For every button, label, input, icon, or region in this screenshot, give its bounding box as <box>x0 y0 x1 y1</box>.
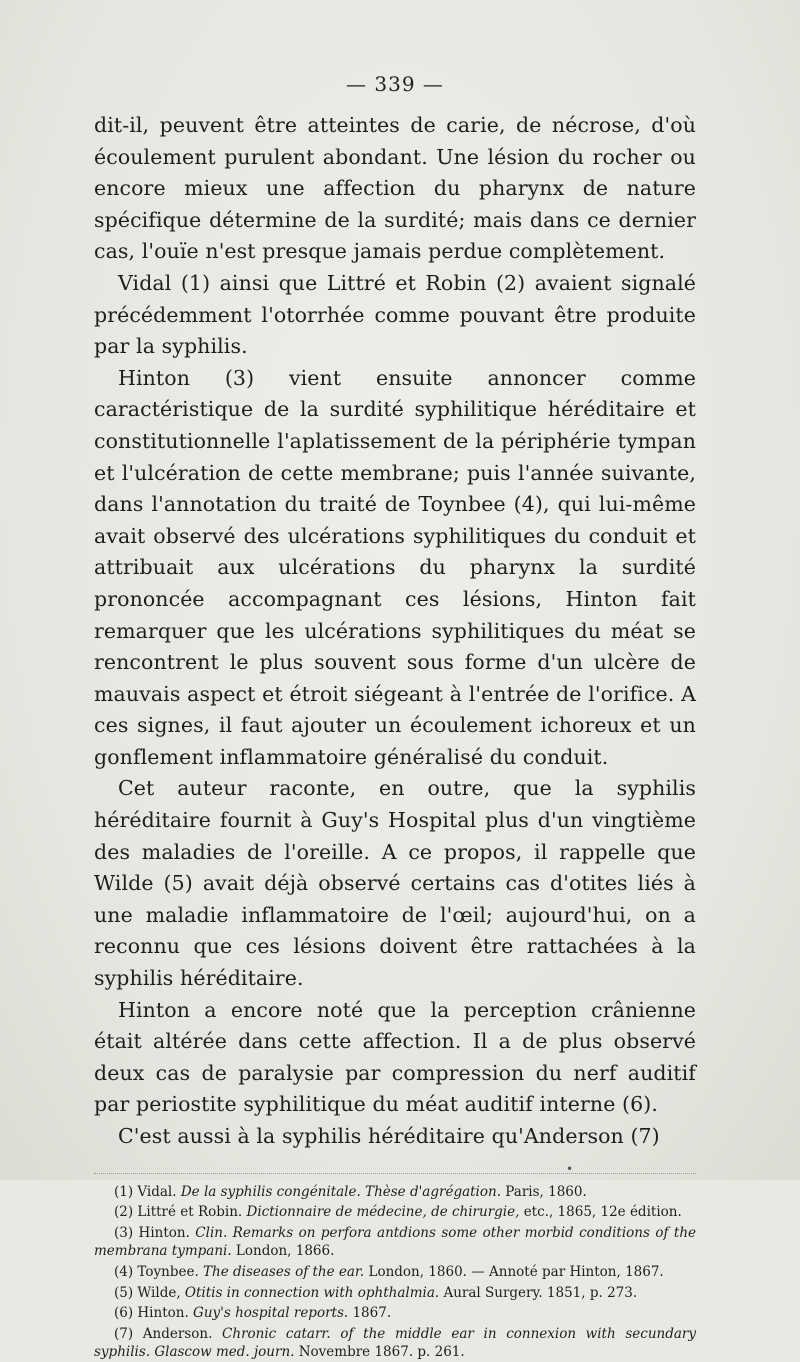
footnote-title: Otitis in connection with ophthalmia. <box>184 1284 440 1301</box>
paragraph: Hinton (3) vient ensuite annoncer comme caractéristique de la surdité syphilitique héréditaire et constitutionnelle l'aplatissement de la périphérie tympan et l'ulcération de cette membrane; puis l'année suivante, dans l'annotation du traité de Toynbee (4), qui lui-même avait observé des ulcérations syphilitiques du conduit et attribuait aux ulcérations du pharynx la surdité prononcée accompagnant ces lésions, Hinton fait remarquer que les ulcérations syphilitiques du méat se rencontrent le plus souvent sous forme d'un ulcère de mauvais aspect et étroit siégeant à l'entrée de l'orifice. A ces signes, il faut ajouter un écoulement ichoreux et un gonflement inflammatoire généralisé du conduit. <box>94 365 696 769</box>
footnote <box>94 1225 696 1261</box>
footnote-details: London, 1860. — Annoté par Hinton, 1867. <box>364 1263 664 1280</box>
footnote-author: (3) Hinton. <box>114 1225 196 1242</box>
footnote-details: London, 1866. <box>231 1242 335 1259</box>
paragraph: Vidal (1) ainsi que Littré et Robin (2) avaient signalé précédemment l'otorrhée comme pouvant être produite par la syphilis. <box>94 270 696 359</box>
footnote-details: Aural Surgery. 1851, p. 273. <box>439 1284 638 1301</box>
footnote-title: Dictionnaire de médecine, de chirurgie, <box>246 1204 520 1221</box>
paragraph: C'est aussi à la syphilis héréditaire qu'Anderson (7) <box>118 1124 660 1148</box>
body-text <box>94 110 696 1153</box>
footnote-author: (4) Toynbee. <box>114 1263 204 1280</box>
footnote-author: (2) Littré et Robin. <box>114 1204 247 1221</box>
paragraph: dit-il, peuvent être atteintes de carie, de nécrose, d'où écoulement purulent abondant. Une lésion du rocher ou encore mieux une affection du pharynx de nature spécifique détermine de la surdité; mais dans ce dernier cas, l'ouïe n'est presque jamais perdue complètement. <box>94 113 696 264</box>
footnote-title: Clin. Remarks on perfora antdions some other morbid conditions of the membrana tympani. <box>94 1225 697 1259</box>
footnote-author: (1) Vidal. <box>114 1183 181 1200</box>
footnote-details: Novembre 1867. p. 261. <box>294 1343 465 1360</box>
footnote <box>94 1326 696 1362</box>
paragraph: Hinton a encore noté que la perception crânienne était altérée dans cette affection. Il a de plus observé deux cas de paralysie par compression du nerf auditif par periostite syphilitique du méat auditif interne (6). <box>94 997 696 1117</box>
footnote-details: 1867. <box>348 1305 392 1322</box>
footnotes <box>94 1173 696 1362</box>
footnote-details: Paris, 1860. <box>501 1183 587 1200</box>
paragraph: Cet auteur raconte, en outre, que la syphilis héréditaire fournit à Guy's Hospital plus d'un vingtième des maladies de l'oreille. A ce propos, il rappelle que Wilde (5) avait déjà observé certains cas d'otites liés à une maladie inflammatoire de l'œil; aujourd'hui, on a reconnu que ces lésions doivent être rattachées à la syphilis héréditaire. <box>94 776 696 991</box>
footnote-author: (7) Anderson. <box>114 1326 223 1343</box>
footnote <box>94 1204 696 1222</box>
page-number: — 339 — <box>346 72 444 96</box>
footnote-title: Guy's hospital reports. <box>193 1305 349 1322</box>
footnote <box>94 1264 696 1282</box>
footnote <box>94 1285 696 1303</box>
footnote-details: etc., 1865, 12e édition. <box>519 1204 682 1221</box>
printer-mark: • <box>566 1162 574 1176</box>
footnote-author: (6) Hinton. <box>114 1305 194 1322</box>
footnote-title: De la syphilis congénitale. Thèse d'agrégation. <box>180 1183 501 1200</box>
footnote-author: (5) Wilde, <box>114 1284 185 1301</box>
footnote-title: Chronic catarr. of the middle ear in connexion with secundary syphilis. Glascow med. journ. <box>94 1326 696 1360</box>
footnote-title: The diseases of the ear. <box>203 1263 365 1280</box>
footnote <box>94 1305 696 1323</box>
footnote <box>94 1184 696 1202</box>
